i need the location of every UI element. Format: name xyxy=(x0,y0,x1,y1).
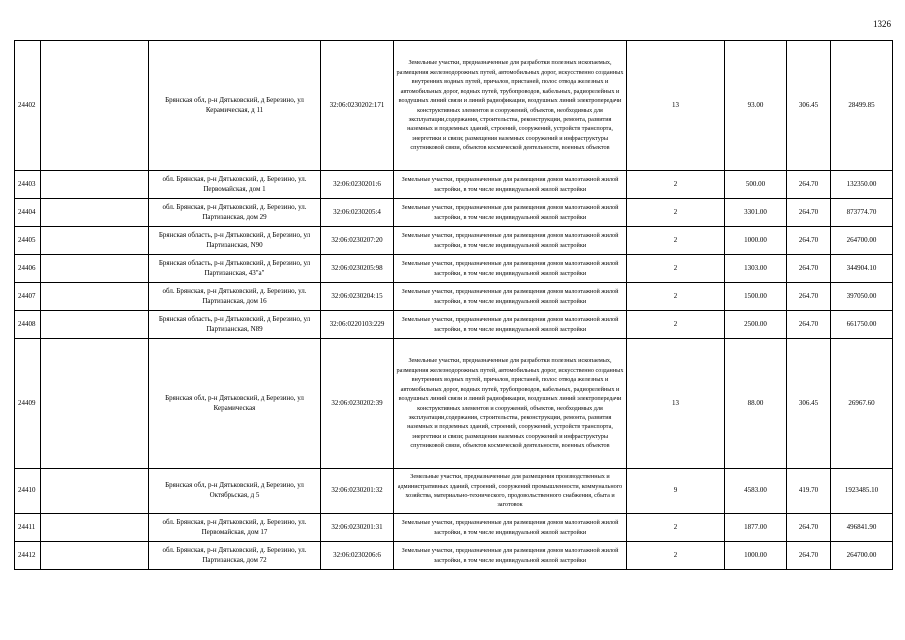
row-number-cell: 24411 xyxy=(15,514,41,542)
address-cell: обл. Брянская, р-н Дятьковский, д. Березино, ул. Первомайская, дом 17 xyxy=(149,514,321,542)
table-row xyxy=(15,199,893,227)
land-use-code-cell: 2 xyxy=(627,514,725,542)
table-row xyxy=(15,514,893,542)
cadastral-number-cell: 32:06:0230201:32 xyxy=(321,469,394,514)
area-cell: 1000.00 xyxy=(725,227,787,255)
land-use-description-cell: Земельные участки, предназначенные для размещения домов малоэтажной жилой застройки, в том числе индивидуальной жилой застройки xyxy=(394,171,627,199)
cadastral-value-cell: 264700.00 xyxy=(831,542,893,570)
cadastral-value-cell: 496841.90 xyxy=(831,514,893,542)
land-use-code-cell: 2 xyxy=(627,227,725,255)
table-row xyxy=(15,227,893,255)
row-spacer-cell xyxy=(41,311,149,339)
area-cell: 1303.00 xyxy=(725,255,787,283)
land-use-description-cell: Земельные участки, предназначенные для размещения домов малоэтажной жилой застройки, в том числе индивидуальной жилой застройки xyxy=(394,255,627,283)
address-cell: обл. Брянская, р-н Дятьковский, д. Березино, ул. Партизанская, дом 72 xyxy=(149,542,321,570)
land-use-description-cell: Земельные участки, предназначенные для размещения домов малоэтажной жилой застройки, в том числе индивидуальной жилой застройки xyxy=(394,283,627,311)
land-use-code-cell: 2 xyxy=(627,255,725,283)
row-number-cell: 24404 xyxy=(15,199,41,227)
row-number-cell: 24402 xyxy=(15,41,41,171)
land-use-code-cell: 13 xyxy=(627,41,725,171)
address-cell: обл. Брянская, р-н Дятьковский, д. Березино, ул. Партизанская, дом 16 xyxy=(149,283,321,311)
land-use-code-cell: 13 xyxy=(627,339,725,469)
row-number-cell: 24409 xyxy=(15,339,41,469)
row-spacer-cell xyxy=(41,339,149,469)
row-spacer-cell xyxy=(41,514,149,542)
row-number-cell: 24403 xyxy=(15,171,41,199)
land-use-description-cell: Земельные участки, предназначенные для размещения домов малоэтажной жилой застройки, в том числе индивидуальной жилой застройки xyxy=(394,199,627,227)
cadastral-number-cell: 32:06:0230207:20 xyxy=(321,227,394,255)
cadastral-table xyxy=(14,40,893,570)
page-number: 1326 xyxy=(873,19,891,29)
land-use-code-cell: 9 xyxy=(627,469,725,514)
cadastral-number-cell: 32:06:0230202:39 xyxy=(321,339,394,469)
cadastral-value-cell: 28499.85 xyxy=(831,41,893,171)
cadastral-value-cell: 1923485.10 xyxy=(831,469,893,514)
table-row xyxy=(15,339,893,469)
land-use-code-cell: 2 xyxy=(627,542,725,570)
table-row xyxy=(15,255,893,283)
area-cell: 93.00 xyxy=(725,41,787,171)
cadastral-value-cell: 661750.00 xyxy=(831,311,893,339)
cadastral-value-cell: 873774.70 xyxy=(831,199,893,227)
table-row xyxy=(15,171,893,199)
cadastral-number-cell: 32:06:0230201:6 xyxy=(321,171,394,199)
cadastral-number-cell: 32:06:0220103:229 xyxy=(321,311,394,339)
specific-value-cell: 419.70 xyxy=(787,469,831,514)
area-cell: 500.00 xyxy=(725,171,787,199)
land-use-code-cell: 2 xyxy=(627,199,725,227)
cadastral-number-cell: 32:06:0230201:31 xyxy=(321,514,394,542)
row-number-cell: 24407 xyxy=(15,283,41,311)
cadastral-number-cell: 32:06:0230204:15 xyxy=(321,283,394,311)
table-row xyxy=(15,283,893,311)
address-cell: обл. Брянская, р-н Дятьковский, д. Березино, ул. Партизанская, дом 29 xyxy=(149,199,321,227)
address-cell: Брянская область, р-н Дятьковский, д Березино, ул Партизанская, N89 xyxy=(149,311,321,339)
table-row xyxy=(15,542,893,570)
specific-value-cell: 264.70 xyxy=(787,255,831,283)
land-use-description-cell: Земельные участки, предназначенные для размещения домов малоэтажной жилой застройки, в том числе индивидуальной жилой застройки xyxy=(394,514,627,542)
area-cell: 1000.00 xyxy=(725,542,787,570)
specific-value-cell: 306.45 xyxy=(787,339,831,469)
specific-value-cell: 264.70 xyxy=(787,283,831,311)
row-spacer-cell xyxy=(41,283,149,311)
cadastral-value-cell: 264700.00 xyxy=(831,227,893,255)
cadastral-value-cell: 26967.60 xyxy=(831,339,893,469)
row-spacer-cell xyxy=(41,255,149,283)
cadastral-number-cell: 32:06:0230206:6 xyxy=(321,542,394,570)
cadastral-value-cell: 344904.10 xyxy=(831,255,893,283)
table-row xyxy=(15,41,893,171)
address-cell: Брянская обл, р-н Дятьковский, д Березино, ул Октябрьская, д 5 xyxy=(149,469,321,514)
address-cell: Брянская обл, р-н Дятьковский, д Березино, ул Керамическая, д 11 xyxy=(149,41,321,171)
area-cell: 3301.00 xyxy=(725,199,787,227)
address-cell: Брянская обл, р-н Дятьковский, д Березино, ул Керамическая xyxy=(149,339,321,469)
row-spacer-cell xyxy=(41,171,149,199)
row-spacer-cell xyxy=(41,199,149,227)
cadastral-number-cell: 32:06:0230205:4 xyxy=(321,199,394,227)
row-spacer-cell xyxy=(41,469,149,514)
row-number-cell: 24405 xyxy=(15,227,41,255)
row-number-cell: 24412 xyxy=(15,542,41,570)
table-row xyxy=(15,469,893,514)
cadastral-number-cell: 32:06:0230202:171 xyxy=(321,41,394,171)
area-cell: 88.00 xyxy=(725,339,787,469)
land-use-description-cell: Земельные участки, предназначенные для размещения домов малоэтажной жилой застройки, в том числе индивидуальной жилой застройки xyxy=(394,227,627,255)
row-spacer-cell xyxy=(41,41,149,171)
land-use-description-cell: Земельные участки, предназначенные для размещения производственных и административных зданий, строений, сооружений промышленности, коммунального хозяйства, материально-технического, продовольственного снабжения, сбыта и заготовок xyxy=(394,469,627,514)
table-row xyxy=(15,311,893,339)
row-number-cell: 24408 xyxy=(15,311,41,339)
specific-value-cell: 264.70 xyxy=(787,311,831,339)
land-use-code-cell: 2 xyxy=(627,283,725,311)
land-use-code-cell: 2 xyxy=(627,171,725,199)
land-use-description-cell: Земельные участки, предназначенные для размещения домов малоэтажной жилой застройки, в том числе индивидуальной жилой застройки xyxy=(394,542,627,570)
specific-value-cell: 264.70 xyxy=(787,171,831,199)
area-cell: 4583.00 xyxy=(725,469,787,514)
cadastral-value-cell: 132350.00 xyxy=(831,171,893,199)
cadastral-value-cell: 397050.00 xyxy=(831,283,893,311)
specific-value-cell: 264.70 xyxy=(787,227,831,255)
address-cell: Брянская область, р-н Дятьковский, д Березино, ул Партизанская, N90 xyxy=(149,227,321,255)
specific-value-cell: 264.70 xyxy=(787,514,831,542)
row-spacer-cell xyxy=(41,227,149,255)
specific-value-cell: 264.70 xyxy=(787,542,831,570)
row-number-cell: 24410 xyxy=(15,469,41,514)
land-use-description-cell: Земельные участки, предназначенные для разработки полезных ископаемых, размещения железнодорожных путей, автомобильных дорог, искусственно созданных внутренних водных путей, причалов, пристаней, полос отвода железных и автомобильных дорог, водных путей, трубопроводов, кабельных, радиорелейных и воздушных линий связи и линий радиофикации, воздушных линий электропередачи конструктивных элементов и сооружений, объектов, необходимых для эксплуатации,содержания, строительства, реконструкции, ремонта, развития наземных и подземных зданий, строений, сооружений, устройств транспорта, энергетики и связи; размещения наземных сооружений и инфраструктуры спутниковой связи, объектов космической деятельности, военных объектов xyxy=(394,41,627,171)
row-spacer-cell xyxy=(41,542,149,570)
area-cell: 1877.00 xyxy=(725,514,787,542)
specific-value-cell: 264.70 xyxy=(787,199,831,227)
specific-value-cell: 306.45 xyxy=(787,41,831,171)
row-number-cell: 24406 xyxy=(15,255,41,283)
address-cell: Брянская область, р-н Дятьковский, д Березино, ул Партизанская, 43"а" xyxy=(149,255,321,283)
land-use-code-cell: 2 xyxy=(627,311,725,339)
area-cell: 1500.00 xyxy=(725,283,787,311)
area-cell: 2500.00 xyxy=(725,311,787,339)
land-use-description-cell: Земельные участки, предназначенные для размещения домов малоэтажной жилой застройки, в том числе индивидуальной жилой застройки xyxy=(394,311,627,339)
cadastral-number-cell: 32:06:0230205:98 xyxy=(321,255,394,283)
address-cell: обл. Брянская, р-н Дятьковский, д. Березино, ул. Первомайская, дом 1 xyxy=(149,171,321,199)
land-use-description-cell: Земельные участки, предназначенные для разработки полезных ископаемых, размещения железнодорожных путей, автомобильных дорог, искусственно созданных внутренних водных путей, причалов, пристаней, полос отвода железных и автомобильных дорог, водных путей, трубопроводов, кабельных, радиорелейных и воздушных линий связи и линий радиофикации, воздушных линий электропередачи конструктивных элементов и сооружений, объектов, необходимых для эксплуатации,содержания, строительства, реконструкции, ремонта, развития наземных и подземных зданий, строений, сооружений, устройств транспорта, энергетики и связи; размещения наземных сооружений и инфраструктуры спутниковой связи, объектов космической деятельности, военных объектов xyxy=(394,339,627,469)
